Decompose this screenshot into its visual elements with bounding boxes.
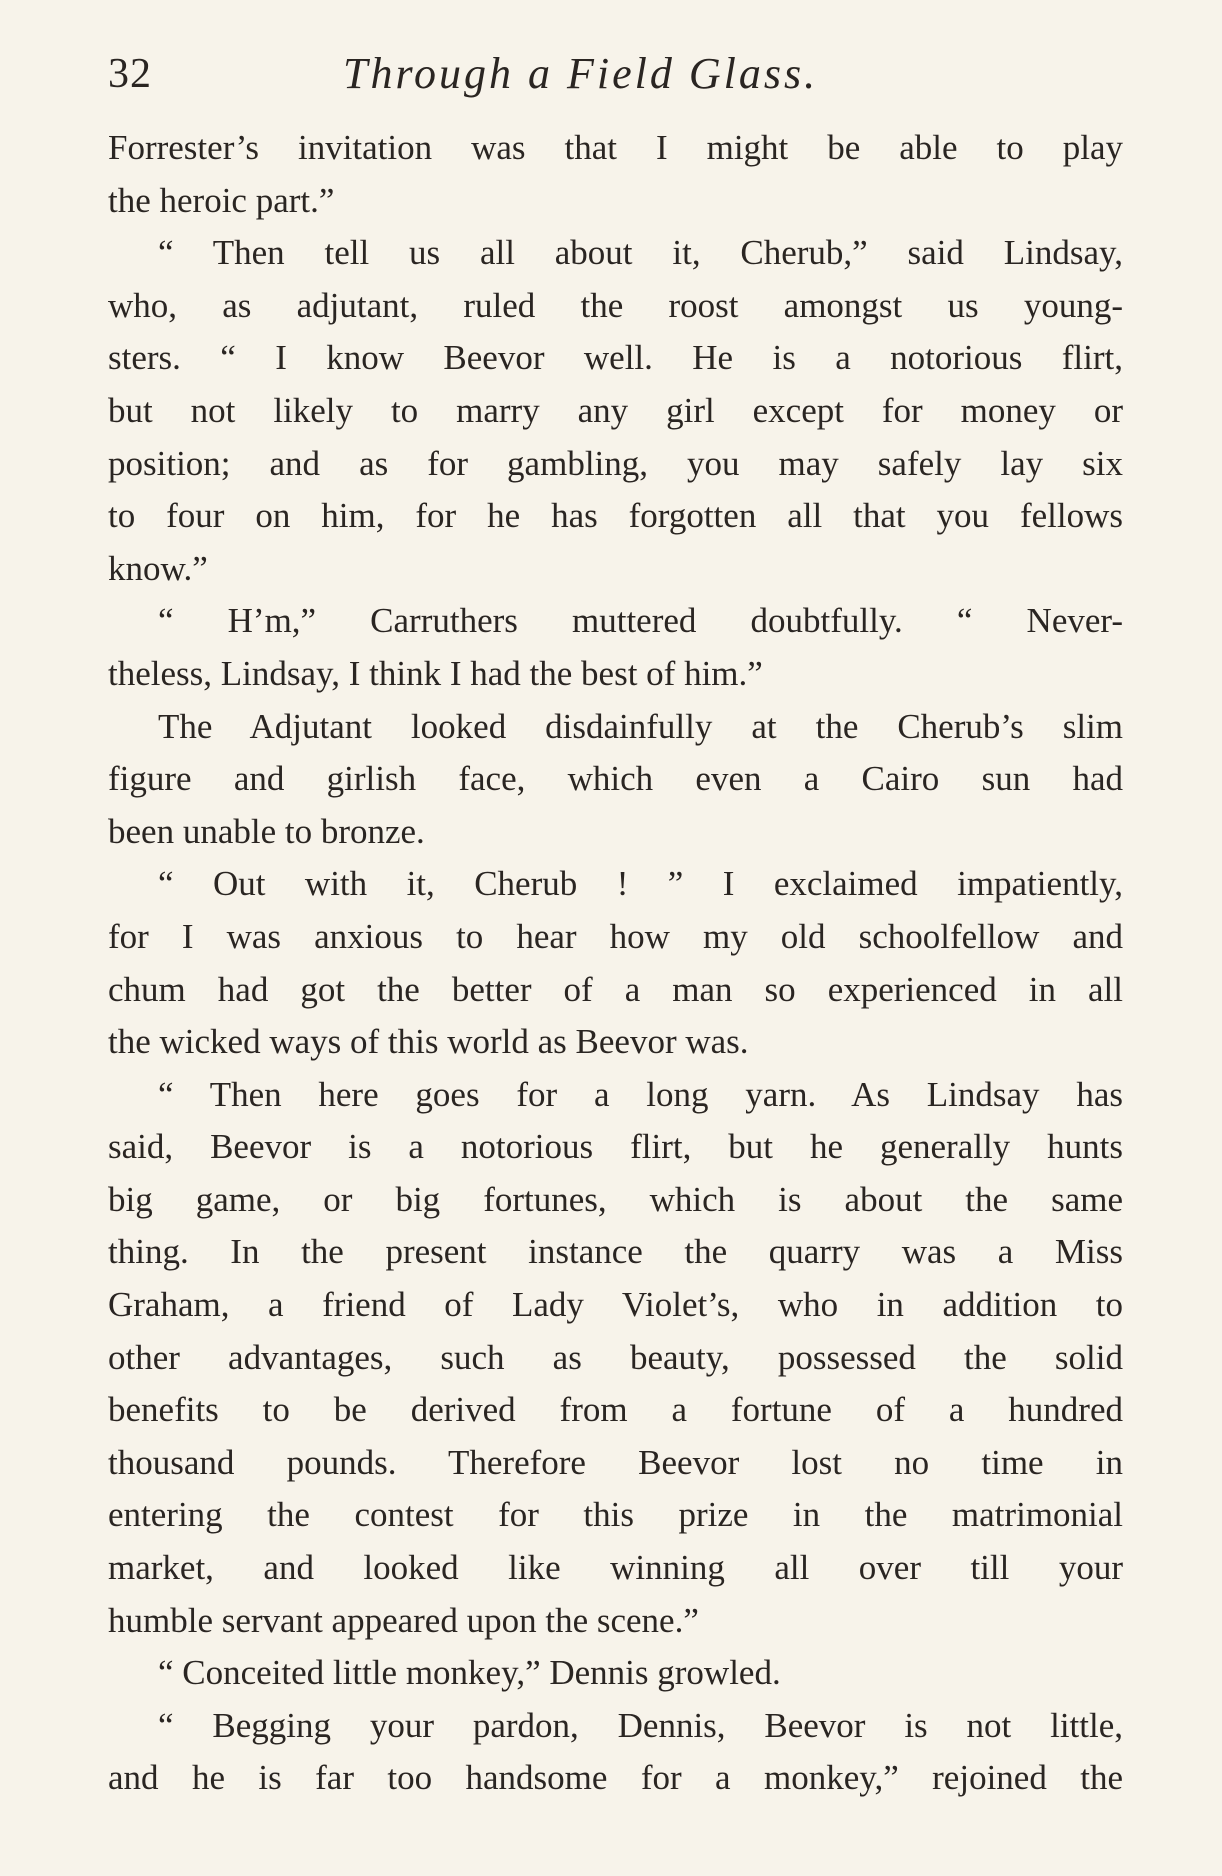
text-line: figure and girlish face, which even a Cairo sun had [108, 759, 1123, 799]
text-line: “ Out with it, Cherub ! ” I exclaimed impatiently, [158, 864, 1123, 904]
text-line: been unable to bronze. [108, 811, 425, 851]
text-line: “ Then here goes for a long yarn. As Lindsay has [158, 1074, 1123, 1114]
text-line: Graham, a friend of Lady Violet’s, who in addition to [108, 1285, 1123, 1325]
text-line: and he is far too handsome for a monkey,” rejoined the [108, 1758, 1123, 1798]
text-line: thing. In the present instance the quarry was a Miss [108, 1232, 1123, 1272]
text-line: “ Conceited little monkey,” Dennis growled. [158, 1653, 781, 1693]
text-line: “ Begging your pardon, Dennis, Beevor is not little, [158, 1705, 1123, 1745]
text-line: “ H’m,” Carruthers muttered doubtfully. “ Never- [158, 601, 1123, 641]
text-line: big game, or big fortunes, which is about the same [108, 1179, 1123, 1219]
page-number: 32 [108, 51, 152, 97]
text-line: entering the contest for this prize in the matrimonial [108, 1495, 1123, 1535]
text-line: position; and as for gambling, you may safely lay six [108, 443, 1123, 483]
text-line: humble servant appeared upon the scene.” [108, 1600, 699, 1640]
text-line: to four on him, for he has forgotten all that you fellows [108, 496, 1123, 536]
text-line: thousand pounds. Therefore Beevor lost no time in [108, 1442, 1123, 1482]
text-line: for I was anxious to hear how my old schoolfellow and [108, 916, 1123, 956]
text-line: other advantages, such as beauty, possessed the solid [108, 1337, 1123, 1377]
text-line: the heroic part.” [108, 180, 335, 220]
text-line: market, and looked like winning all over till your [108, 1548, 1123, 1588]
text-line: Forrester’s invitation was that I might be able to play [108, 128, 1123, 167]
text-line: benefits to be derived from a fortune of a hundred [108, 1390, 1123, 1430]
text-line: who, as adjutant, ruled the roost amongst us young- [108, 285, 1123, 325]
text-line: know.” [108, 548, 208, 588]
text-line: theless, Lindsay, I think I had the best of him.” [108, 653, 763, 693]
text-line: chum had got the better of a man so experienced in all [108, 969, 1123, 1009]
page-header [108, 44, 1128, 104]
text-line: said, Beevor is a notorious flirt, but he generally hunts [108, 1127, 1123, 1167]
text-line: The Adjutant looked disdainfully at the Cherub’s slim [158, 706, 1123, 746]
text-line: but not likely to marry any girl except for money or [108, 390, 1123, 430]
text-line: sters. “ I know Beevor well. He is a notorious flirt, [108, 338, 1123, 378]
text-line: “ Then tell us all about it, Cherub,” said Lindsay, [158, 233, 1123, 273]
running-title: Through a Field Glass. [343, 49, 819, 98]
body-text [108, 122, 1123, 1805]
text-line: the wicked ways of this world as Beevor was. [108, 1022, 749, 1062]
